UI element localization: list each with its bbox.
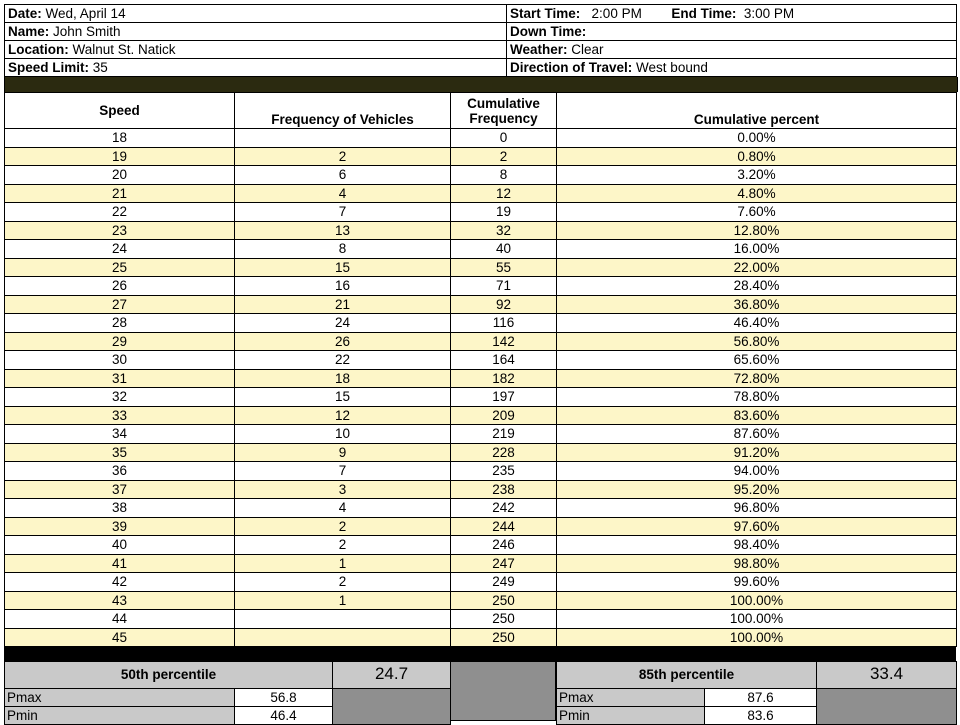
speed-cell: 20 <box>5 166 235 185</box>
cumulative-percent-cell: 0.00% <box>557 129 957 148</box>
name-cell <box>5 23 507 41</box>
table-row <box>5 610 957 629</box>
percentile-50-filler <box>333 689 451 725</box>
cumulative-percent-cell: 65.60% <box>557 351 957 370</box>
cumulative-percent-cell: 98.80% <box>557 554 957 573</box>
cumulative-frequency-cell: 32 <box>451 221 557 240</box>
cumulative-percent-cell: 3.20% <box>557 166 957 185</box>
cumulative-frequency-cell: 0 <box>451 129 557 148</box>
frequency-cell: 16 <box>235 277 451 296</box>
info-row-location <box>5 41 957 59</box>
header-speed: Speed <box>5 93 235 129</box>
cumulative-percent-cell: 78.80% <box>557 388 957 407</box>
speed-cell: 39 <box>5 517 235 536</box>
cumulative-percent-cell: 36.80% <box>557 295 957 314</box>
speed-cell: 32 <box>5 388 235 407</box>
frequency-cell: 7 <box>235 203 451 222</box>
frequency-cell: 3 <box>235 480 451 499</box>
cumulative-percent-cell: 87.60% <box>557 425 957 444</box>
header-divider-band <box>4 77 958 92</box>
cumulative-percent-cell: 16.00% <box>557 240 957 259</box>
speed-cell: 26 <box>5 277 235 296</box>
cumulative-frequency-cell: 250 <box>451 610 557 629</box>
cumulative-frequency-cell: 182 <box>451 369 557 388</box>
cumulative-frequency-cell: 19 <box>451 203 557 222</box>
speed-study-sheet <box>4 4 956 721</box>
cumulative-frequency-cell: 55 <box>451 258 557 277</box>
table-row <box>5 628 957 647</box>
speed-cell: 30 <box>5 351 235 370</box>
frequency-cell: 18 <box>235 369 451 388</box>
frequency-cell: 24 <box>235 314 451 333</box>
info-row-speed-limit <box>5 59 957 77</box>
info-row-date <box>5 5 957 23</box>
table-row <box>5 221 957 240</box>
percentile-85-filler <box>817 689 957 725</box>
direction-label: Direction of Travel: <box>510 60 633 75</box>
weather-cell <box>507 41 957 59</box>
percentile-85-title: 85th percentile <box>557 662 817 689</box>
table-row <box>5 573 957 592</box>
frequency-cell: 21 <box>235 295 451 314</box>
cumulative-percent-cell: 94.00% <box>557 462 957 481</box>
speed-cell: 22 <box>5 203 235 222</box>
down-time-label: Down Time: <box>510 24 587 39</box>
percentile-85-pmin-label: Pmin <box>557 707 705 725</box>
location-value: Walnut St. Natick <box>72 42 176 57</box>
speed-limit-value: 35 <box>92 60 108 75</box>
table-row <box>5 184 957 203</box>
cumulative-frequency-cell: 209 <box>451 406 557 425</box>
speed-cell: 29 <box>5 332 235 351</box>
cumulative-percent-cell: 0.80% <box>557 147 957 166</box>
percentile-50-pmin-value: 46.4 <box>235 707 333 725</box>
info-row-name <box>5 23 957 41</box>
percentile-50-pmin-label: Pmin <box>5 707 235 725</box>
speed-limit-cell <box>5 59 507 77</box>
header-frequency: Frequency of Vehicles <box>235 93 451 129</box>
weather-value: Clear <box>571 42 604 57</box>
speed-cell: 43 <box>5 591 235 610</box>
cumulative-frequency-cell: 92 <box>451 295 557 314</box>
table-row <box>5 314 957 333</box>
table-row <box>5 536 957 555</box>
cumulative-percent-cell: 7.60% <box>557 203 957 222</box>
cumulative-frequency-cell: 2 <box>451 147 557 166</box>
speed-cell: 24 <box>5 240 235 259</box>
speed-cell: 27 <box>5 295 235 314</box>
cumulative-frequency-cell: 40 <box>451 240 557 259</box>
start-time-value: 2:00 PM <box>591 6 642 21</box>
cumulative-frequency-cell: 238 <box>451 480 557 499</box>
frequency-cell: 4 <box>235 499 451 518</box>
table-row <box>5 295 957 314</box>
name-label: Name: <box>8 24 50 39</box>
percentile-50-title-row <box>5 662 451 689</box>
cumulative-percent-cell: 22.00% <box>557 258 957 277</box>
frequency-cell: 22 <box>235 351 451 370</box>
table-row <box>5 351 957 370</box>
direction-value: West bound <box>636 60 708 75</box>
cumulative-frequency-cell: 142 <box>451 332 557 351</box>
cumulative-frequency-cell: 219 <box>451 425 557 444</box>
weather-label: Weather: <box>510 42 568 57</box>
cumulative-percent-cell: 95.20% <box>557 480 957 499</box>
cumulative-frequency-cell: 116 <box>451 314 557 333</box>
table-row <box>5 499 957 518</box>
percentile-85-pmax-label: Pmax <box>557 689 705 707</box>
cumulative-percent-cell: 98.40% <box>557 536 957 555</box>
table-row <box>5 129 957 148</box>
cumulative-percent-cell: 99.60% <box>557 573 957 592</box>
speed-cell: 42 <box>5 573 235 592</box>
cumulative-percent-cell: 97.60% <box>557 517 957 536</box>
speed-cell: 41 <box>5 554 235 573</box>
date-value: Wed, April 14 <box>45 6 126 21</box>
table-row <box>5 406 957 425</box>
cumulative-percent-cell: 91.20% <box>557 443 957 462</box>
frequency-cell: 15 <box>235 258 451 277</box>
frequency-cell: 2 <box>235 517 451 536</box>
speed-cell: 19 <box>5 147 235 166</box>
speed-cell: 31 <box>5 369 235 388</box>
cumulative-frequency-cell: 250 <box>451 591 557 610</box>
frequency-cell: 9 <box>235 443 451 462</box>
percentile-section <box>4 661 956 721</box>
percentile-85-pmax-row <box>557 689 957 707</box>
speed-limit-label: Speed Limit: <box>8 60 90 75</box>
speed-cell: 45 <box>5 628 235 647</box>
percentile-85-pmax-value: 87.6 <box>705 689 817 707</box>
speed-cell: 28 <box>5 314 235 333</box>
speed-cell: 35 <box>5 443 235 462</box>
percentile-50-pmax-label: Pmax <box>5 689 235 707</box>
table-row <box>5 462 957 481</box>
table-row <box>5 332 957 351</box>
speed-cell: 44 <box>5 610 235 629</box>
table-row <box>5 240 957 259</box>
cumulative-frequency-cell: 235 <box>451 462 557 481</box>
percentile-50-title: 50th percentile <box>5 662 333 689</box>
percentile-85-value: 33.4 <box>817 662 957 689</box>
speed-cell: 33 <box>5 406 235 425</box>
table-row <box>5 369 957 388</box>
percentile-85-pmin-value: 83.6 <box>705 707 817 725</box>
frequency-cell: 12 <box>235 406 451 425</box>
cumulative-percent-cell: 12.80% <box>557 221 957 240</box>
cumulative-percent-cell: 96.80% <box>557 499 957 518</box>
percentile-50-block <box>4 661 451 725</box>
cumulative-percent-cell: 56.80% <box>557 332 957 351</box>
table-row <box>5 591 957 610</box>
frequency-cell: 2 <box>235 147 451 166</box>
table-row <box>5 166 957 185</box>
location-label: Location: <box>8 42 69 57</box>
percentile-50-pmax-row <box>5 689 451 707</box>
cumulative-frequency-cell: 250 <box>451 628 557 647</box>
frequency-cell: 6 <box>235 166 451 185</box>
speed-cell: 37 <box>5 480 235 499</box>
table-row <box>5 277 957 296</box>
down-time-cell <box>507 23 957 41</box>
cumulative-percent-cell: 100.00% <box>557 628 957 647</box>
table-row <box>5 388 957 407</box>
table-row <box>5 147 957 166</box>
location-cell <box>5 41 507 59</box>
cumulative-percent-cell: 4.80% <box>557 184 957 203</box>
frequency-cell: 2 <box>235 536 451 555</box>
speed-cell: 38 <box>5 499 235 518</box>
start-time-label: Start Time: <box>510 6 581 21</box>
speed-cell: 18 <box>5 129 235 148</box>
cumulative-percent-cell: 83.60% <box>557 406 957 425</box>
table-row <box>5 258 957 277</box>
frequency-cell: 8 <box>235 240 451 259</box>
cumulative-frequency-cell: 71 <box>451 277 557 296</box>
cumulative-frequency-cell: 246 <box>451 536 557 555</box>
cumulative-frequency-cell: 242 <box>451 499 557 518</box>
table-row <box>5 554 957 573</box>
cumulative-frequency-cell: 228 <box>451 443 557 462</box>
table-row <box>5 517 957 536</box>
header-cumulative-frequency: Cumulative Frequency <box>451 93 557 129</box>
frequency-cell: 1 <box>235 554 451 573</box>
cumulative-percent-cell: 28.40% <box>557 277 957 296</box>
speed-cell: 40 <box>5 536 235 555</box>
direction-cell <box>507 59 957 77</box>
date-cell <box>5 5 507 23</box>
table-row <box>5 480 957 499</box>
percentile-50-pmax-value: 56.8 <box>235 689 333 707</box>
frequency-cell: 2 <box>235 573 451 592</box>
cumulative-frequency-cell: 247 <box>451 554 557 573</box>
cumulative-frequency-cell: 244 <box>451 517 557 536</box>
percentile-85-block <box>556 661 957 725</box>
frequency-cell <box>235 129 451 148</box>
speed-cell: 25 <box>5 258 235 277</box>
header-cumulative-percent: Cumulative percent <box>557 93 957 129</box>
end-time-value: 3:00 PM <box>743 6 795 21</box>
frequency-cell: 1 <box>235 591 451 610</box>
cumulative-frequency-cell: 197 <box>451 388 557 407</box>
cumulative-percent-cell: 100.00% <box>557 610 957 629</box>
info-table <box>4 4 957 77</box>
frequency-cell: 4 <box>235 184 451 203</box>
table-header-row <box>5 93 957 129</box>
cumulative-frequency-cell: 164 <box>451 351 557 370</box>
cumulative-frequency-cell: 12 <box>451 184 557 203</box>
percentile-50-value: 24.7 <box>333 662 451 689</box>
percentile-middle-gap <box>450 661 556 721</box>
speed-cell: 34 <box>5 425 235 444</box>
frequency-cell <box>235 610 451 629</box>
speed-cell: 23 <box>5 221 235 240</box>
speed-cell: 36 <box>5 462 235 481</box>
speed-frequency-table <box>4 92 957 647</box>
frequency-cell: 10 <box>235 425 451 444</box>
cumulative-percent-cell: 72.80% <box>557 369 957 388</box>
percentile-85-title-row <box>557 662 957 689</box>
table-row <box>5 443 957 462</box>
time-cell <box>507 5 957 23</box>
speed-cell: 21 <box>5 184 235 203</box>
frequency-cell: 26 <box>235 332 451 351</box>
footer-divider-band <box>4 647 956 661</box>
date-label: Date: <box>8 6 42 21</box>
cumulative-percent-cell: 100.00% <box>557 591 957 610</box>
frequency-cell <box>235 628 451 647</box>
cumulative-percent-cell: 46.40% <box>557 314 957 333</box>
cumulative-frequency-cell: 249 <box>451 573 557 592</box>
frequency-cell: 7 <box>235 462 451 481</box>
end-time-label: End Time: <box>671 6 737 21</box>
name-value: John Smith <box>53 24 121 39</box>
frequency-cell: 15 <box>235 388 451 407</box>
frequency-cell: 13 <box>235 221 451 240</box>
table-row <box>5 425 957 444</box>
cumulative-frequency-cell: 8 <box>451 166 557 185</box>
table-row <box>5 203 957 222</box>
